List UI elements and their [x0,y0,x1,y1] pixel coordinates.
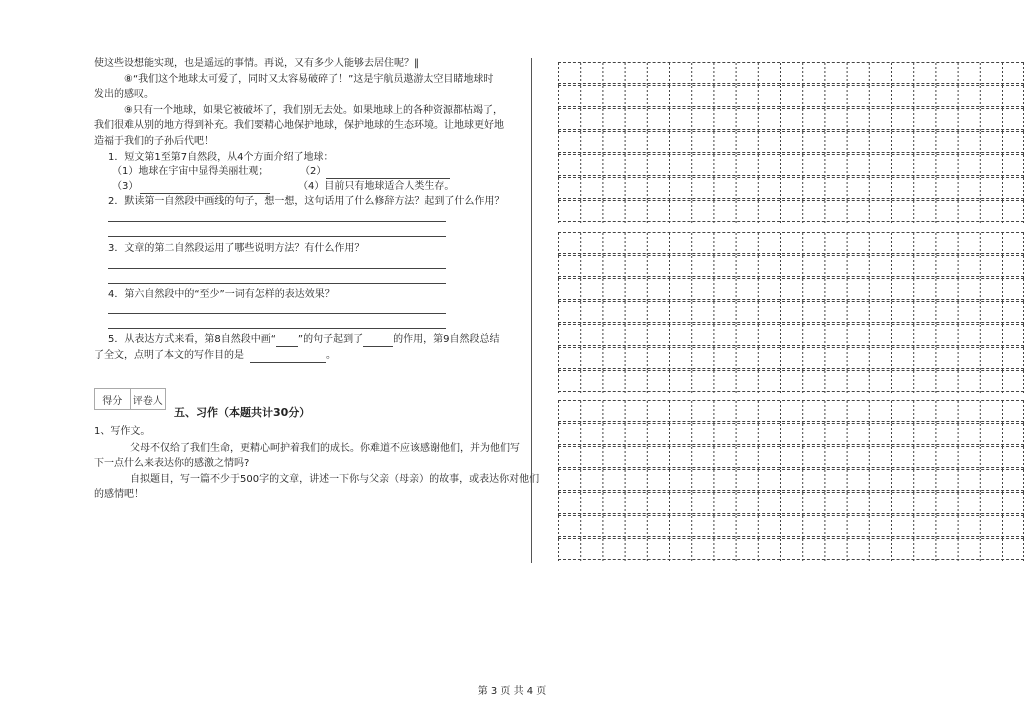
grid-row[interactable] [558,538,1024,560]
column-divider [531,58,532,563]
answer-line[interactable] [108,268,446,269]
question-1-item-4: （4）目前只有地球适合人类生存。 [298,181,455,192]
score-box [94,388,166,410]
grid-row[interactable] [558,232,1024,254]
grid-row[interactable] [558,278,1024,300]
writing-prompt-line-4: 的感情吧！ [94,489,144,500]
grid-row[interactable] [558,515,1024,537]
grid-row[interactable] [558,347,1024,369]
passage-line-2: ⑧“我们这个地球太可爱了，同时又太容易破碎了！”这是宇航员遨游太空目睹地球时 [124,74,494,85]
answer-line[interactable] [108,328,446,329]
grid-row[interactable] [558,446,1024,468]
question-4: 4．第六自然段中的“至少”一词有怎样的表达效果？ [108,289,335,300]
question-1-item-1: （1）地球在宇宙中显得美丽壮观； [112,166,269,177]
grid-row[interactable] [558,108,1024,130]
grid-row[interactable] [558,301,1024,323]
passage-line-3: 发出的感叹。 [94,89,154,100]
passage-line-4: ⑨只有一个地球，如果它被破坏了，我们别无去处。如果地球上的各种资源都枯竭了， [124,105,503,116]
grid-row[interactable] [558,154,1024,176]
grid-row[interactable] [558,370,1024,392]
grid-row[interactable] [558,85,1024,107]
answer-blank[interactable] [140,183,270,194]
grid-row[interactable] [558,255,1024,277]
section-title: 五、习作（本题共计30分） [174,406,311,419]
score-label: 得分 [102,395,123,407]
question-5-line-2: 了全文，点明了本文的写作目的是 。 [94,350,336,361]
grid-row[interactable] [558,177,1024,199]
grid-row[interactable] [558,423,1024,445]
writing-prompt-line-2: 下一点什么来表达你的感激之情吗? [94,458,250,469]
passage-line-5: 我们很难从别的地方得到补充。我们要精心地保护地球，保护地球的生态环境。让地球更好地 [94,120,504,131]
grid-row[interactable] [558,469,1024,491]
question-3: 3．文章的第二自然段运用了哪些说明方法？有什么作用？ [108,243,365,254]
grid-row[interactable] [558,131,1024,153]
question-5-line-1: 5．从表达方式来看，第8自然段中画“ ”的句子起到了 的作用，第9自然段总结 [108,334,500,345]
grid-row[interactable] [558,324,1024,346]
question-2: 2．默读第一自然段中画线的句子，想一想，这句话用了什么修辞方法？起到了什么作用？ [108,196,505,207]
passage-line-6: 造福于我们的子孙后代吧！ [94,136,214,147]
answer-blank[interactable] [250,352,326,363]
grid-row[interactable] [558,492,1024,514]
answer-line[interactable] [108,236,446,237]
answer-blank[interactable] [363,336,393,347]
grid-row[interactable] [558,62,1024,84]
question-1-item-3: （3） [112,180,270,194]
writing-prompt-line-3: 自拟题目，写一篇不少于500字的文章，讲述一下你与父亲（母亲）的故事，或表达你对他们 [130,474,540,485]
answer-line[interactable] [108,313,446,314]
answer-blank[interactable] [276,336,298,347]
answer-line[interactable] [108,221,446,222]
grader-label: 评卷人 [130,389,166,409]
grid-row[interactable] [558,200,1024,222]
question-1: 1．短文第1至第7自然段，从4个方面介绍了地球： [108,152,334,163]
passage-line-1: 使这些设想能实现，也是遥远的事情。再说，又有多少人能够去居住呢？‖ [94,58,419,69]
question-1-item-2: （2） [300,165,450,179]
answer-blank[interactable] [326,168,450,179]
writing-prompt-line-1: 父母不仅给了我们生命，更精心呵护着我们的成长。你难道不应该感谢他们，并为他们写 [130,443,520,454]
answer-line[interactable] [108,283,446,284]
writing-item: 1、写作文。 [94,426,151,437]
grid-row[interactable] [558,400,1024,422]
page-number: 第 3 页 共 4 页 [477,686,547,697]
